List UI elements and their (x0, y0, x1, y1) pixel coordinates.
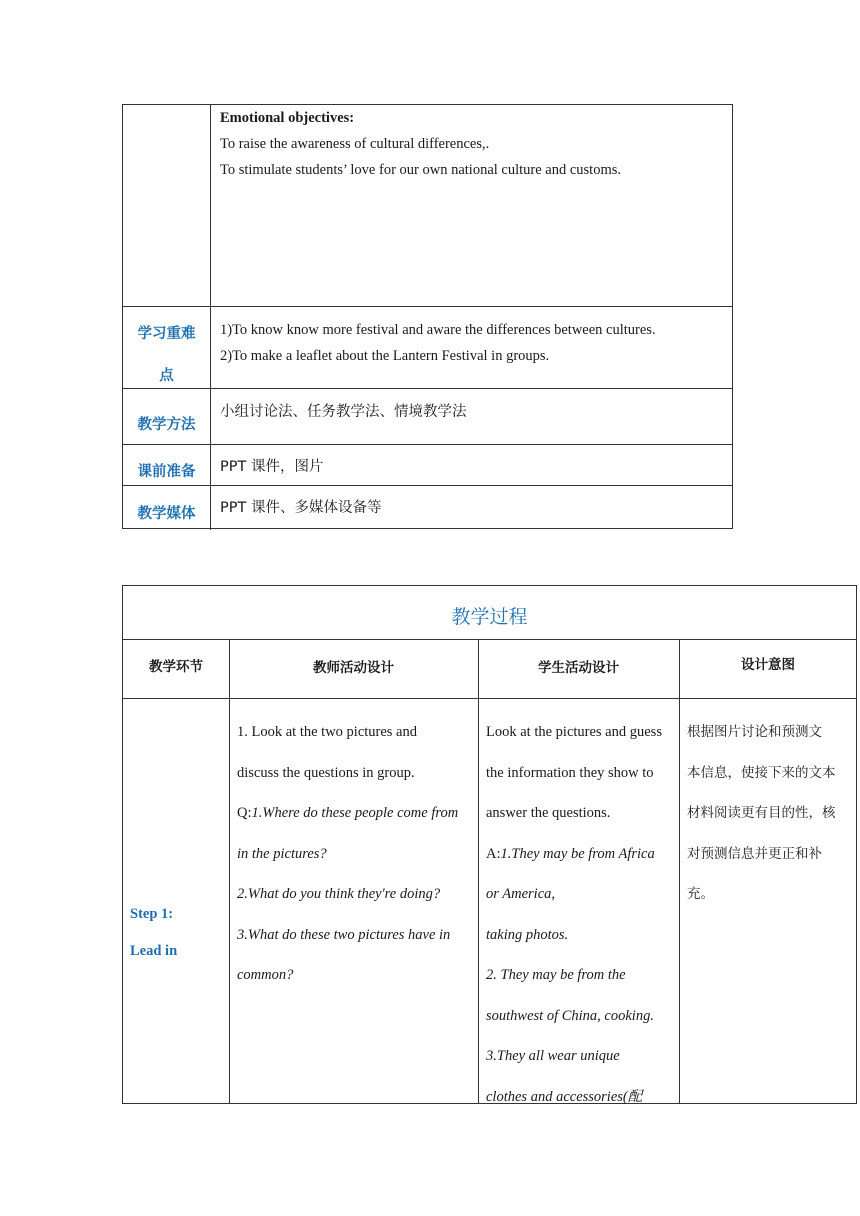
teacher-activity (237, 712, 458, 996)
process-title: 教学过程 (123, 586, 856, 640)
teacher-line-7: common? (237, 967, 294, 983)
design-intent (687, 712, 836, 915)
teacher-question-3: 3.What do these two pictures have in (237, 926, 451, 943)
objectives-table (122, 104, 733, 529)
student-line-2: the information they show to (486, 764, 654, 781)
method-row (123, 388, 732, 445)
student-answer-3: 3.They all wear unique (486, 1048, 620, 1064)
key-points-label-2: 点 (159, 368, 174, 384)
header-student: 学生活动设计 (538, 660, 619, 676)
emotional-objectives-row (123, 105, 732, 307)
student-line-1: Look at the pictures and guess (486, 724, 662, 740)
process-header-row (123, 639, 856, 699)
key-point-2: 2)To make a leaflet about the Lantern Festival in groups. (220, 348, 550, 364)
student-line-5: or America, (486, 886, 556, 902)
emotional-line-1: To raise the awareness of cultural differences,. (220, 136, 490, 152)
key-point-1: 1)To know know more festival and aware the differences between cultures. (220, 322, 656, 338)
preparation-value: PPT 课件，图片 (220, 459, 324, 475)
teacher-line-1: 1. Look at the two pictures and (237, 724, 417, 740)
intent-line-2: 本信息，使接下来的文本 (687, 764, 836, 781)
student-answer-1: A:1.They may be from Africa (486, 845, 655, 862)
emotional-heading: Emotional objectives: (220, 110, 355, 126)
step-1-row (123, 698, 856, 1103)
student-answer-2: 2. They may be from the (486, 967, 626, 983)
media-label: 教学媒体 (137, 506, 196, 522)
preparation-row (123, 444, 732, 486)
intent-line-5: 充。 (687, 886, 714, 902)
intent-line-3: 材料阅读更有目的性，核 (687, 805, 836, 821)
emotional-line-2: To stimulate students’ love for our own national culture and customs. (220, 162, 622, 178)
key-points-row (123, 306, 732, 389)
header-intent: 设计意图 (741, 657, 795, 673)
student-activity (486, 712, 662, 1117)
preparation-label: 课前准备 (137, 464, 196, 480)
header-teacher: 教师活动设计 (313, 660, 394, 676)
method-label: 教学方法 (137, 417, 196, 433)
teacher-question-2: 2.What do you think they're doing? (237, 886, 441, 902)
step-label: Step 1: (130, 906, 174, 922)
student-line-8: southwest of China, cooking. (486, 1007, 654, 1024)
student-line-6: taking photos. (486, 926, 569, 943)
process-table (122, 585, 857, 1104)
media-value: PPT 课件、多媒体设备等 (220, 500, 382, 516)
intent-line-1: 根据图片讨论和预测文 (687, 724, 822, 740)
header-stage: 教学环节 (149, 659, 203, 675)
teacher-question-1: Q:1.Where do these people come from (237, 805, 459, 821)
teacher-line-2: discuss the questions in group. (237, 764, 415, 781)
step-name: Lead in (130, 943, 178, 959)
method-value: 小组讨论法、任务教学法、情境教学法 (220, 404, 467, 420)
intent-line-4: 对预测信息并更正和补 (687, 845, 822, 862)
student-line-10: clothes and accessories(配 (486, 1088, 643, 1105)
media-row (123, 485, 732, 530)
student-line-3: answer the questions. (486, 805, 611, 821)
teacher-line-4: in the pictures? (237, 845, 327, 862)
key-points-label-1: 学习重难 (137, 326, 196, 342)
